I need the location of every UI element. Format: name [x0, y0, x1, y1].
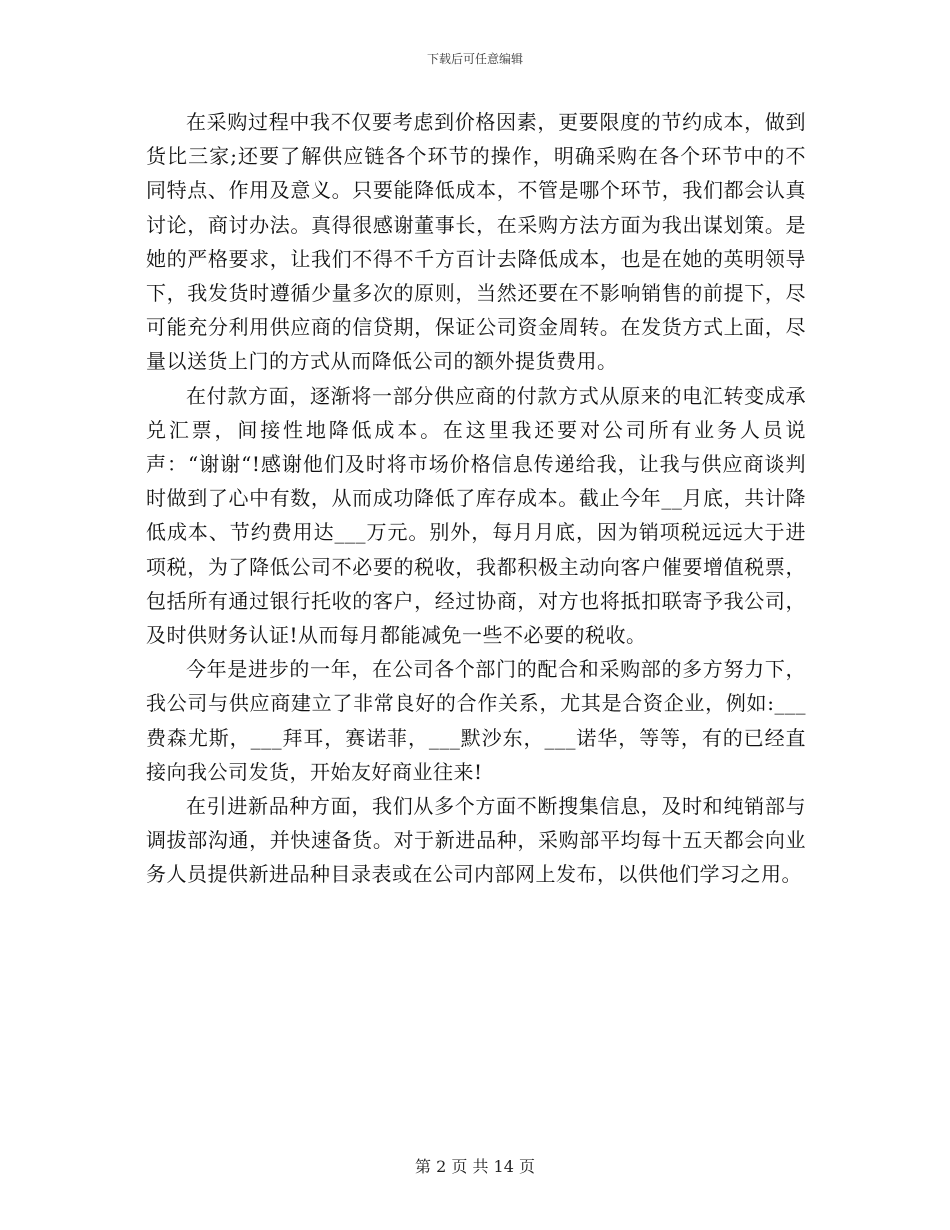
paragraph-payment-method: 在付款方面，逐渐将一部分供应商的付款方式从原来的电汇转变成承兑汇票，间接性地降低成本。在这里我还要对公司所有业务人员说声：“谢谢“!感谢他们及时将市场价格信息传递给我，让我与供应商谈判时做到了心中有数，从而成功降低了库存成本。截止今年__月底，共计降低成本、节约费用达___万元。别外，每月月底，因为销项税远远大于进项税，为了降低公司不必要的税收，我都积极主动向客户催要增值税票，包括所有通过银行托收的客户，经过协商，对方也将抵扣联寄予我公司，及时供财务认证!从而每月都能减免一些不必要的税收。 — [146, 383, 806, 648]
paragraph-procurement-cost: 在采购过程中我不仅要考虑到价格因素，更要限度的节约成本，做到货比三家;还要了解供应链各个环节的操作，明确采购在各个环节中的不同特点、作用及意义。只要能降低成本，不管是哪个环节，我们都会认真讨论，商讨办法。真得很感谢董事长，在采购方法方面为我出谋划策。是她的严格要求，让我们不得不千方百计去降低成本，也是在她的英明领导下，我发货时遵循少量多次的原则，当然还要在不影响销售的前提下，尽可能充分利用供应商的信贷期，保证公司资金周转。在发货方式上面，尽量以送货上门的方式从而降低公司的额外提货费用。 — [146, 110, 806, 374]
page-header: 下载后可任意编辑 — [426, 52, 523, 66]
paragraph-new-products: 在引进新品种方面，我们从多个方面不断搜集信息，及时和纯销部与调拔部沟通，并快速备货。对于新进品种，采购部平均每十五天都会向业务人员提供新进品种目录表或在公司内部网上发布，以供他们学习之用。 — [146, 794, 806, 887]
page-number: 第 2 页 共 14 页 — [415, 1157, 535, 1176]
paragraph-supplier-relations: 今年是进步的一年，在公司各个部门的配合和采购部的多方努力下，我公司与供应商建立了非常良好的合作关系，尤其是合资企业，例如:___费森尤斯，___拜耳，赛诺菲，___默沙东，___诺华，等等，有的已经直接向我公司发货，开始友好商业往来! — [146, 657, 806, 784]
document-body — [146, 105, 806, 892]
